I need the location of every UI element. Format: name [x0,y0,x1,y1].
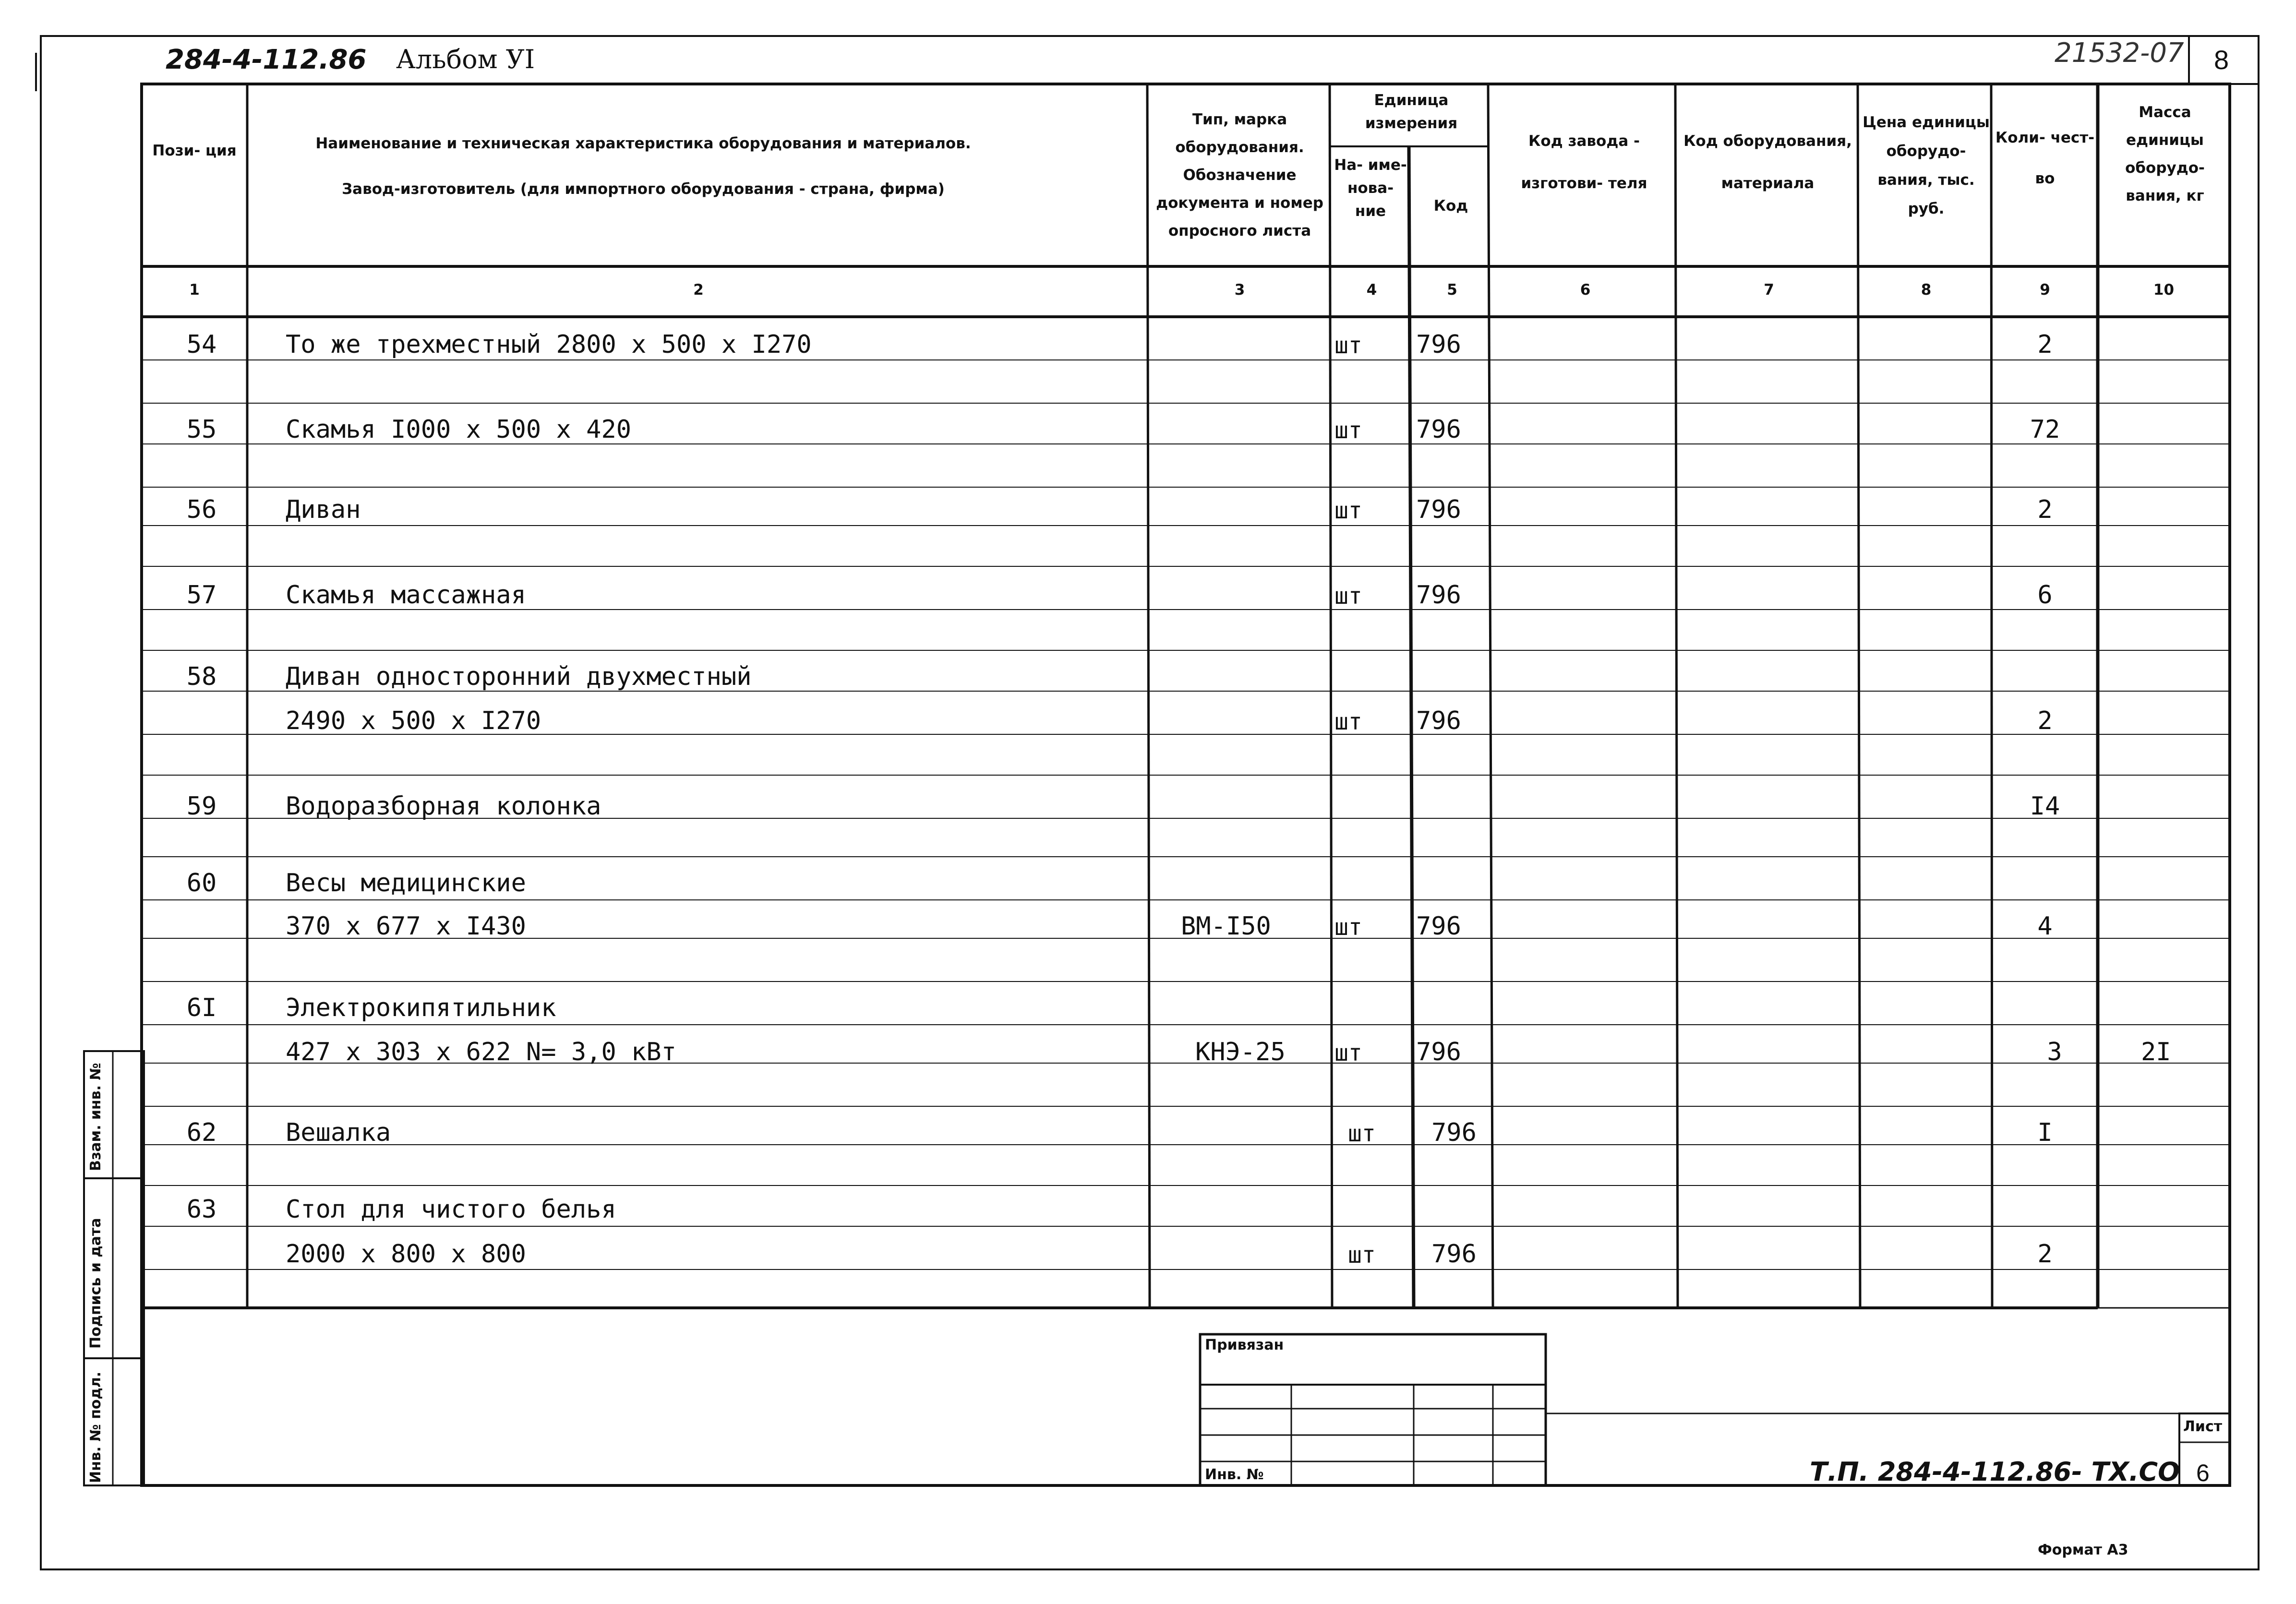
row-position: 55 [186,415,217,444]
row-unit: шт [1348,1242,1376,1269]
row-code: 796 [1416,415,1461,444]
row-name: 2000 х 800 х 800 [286,1240,526,1269]
header-position: Пози- ция [152,142,237,159]
row-unit: шт [1334,708,1362,735]
header-unit-name: На- име- нова- ние [1334,156,1407,220]
row-unit: шт [1334,417,1362,444]
row-position: 58 [186,662,217,691]
row-position: 57 [186,581,217,610]
col-num-3: 3 [1234,281,1245,299]
row-name: То же трехместный 2800 х 500 х I270 [286,330,812,359]
row-position: 54 [186,330,217,359]
format-label: Формат А3 [2038,1542,2128,1558]
col-num-9: 9 [2040,281,2050,299]
row-code: 796 [1416,1038,1461,1066]
row-code: 796 [1416,330,1461,359]
col-num-6: 6 [1580,281,1591,299]
col-num-4: 4 [1366,281,1377,299]
header-price: Цена единицы оборудо- вания, тыс. руб. [1863,114,1990,217]
row-position: 59 [186,792,217,821]
header-mass: Масса единицы оборудо- вания, кг [2125,104,2205,204]
row-mass: 2I [2141,1038,2171,1066]
row-qty: 2 [2037,330,2053,359]
row-code: 796 [1416,581,1461,610]
stamp-list-number: 6 [2196,1460,2210,1486]
stamp-list-label: Лист [2183,1418,2223,1435]
header-name-line2: Завод-изготовитель (для импортного оборудования - страна, фирма) [342,180,945,198]
row-code: 796 [1416,912,1461,941]
row-name: 427 х 303 х 622 N= 3,0 кВт [286,1038,676,1066]
row-name: Скамья I000 х 500 х 420 [286,415,632,444]
stamp-document-code: Т.П. 284-4-112.86- ТХ.СО [1810,1457,2180,1487]
document-code: 284-4-112.86 [166,44,367,75]
row-unit: шт [1334,497,1362,524]
row-unit: шт [1334,914,1362,941]
header-factory-code: Код завода - изготови- теля [1521,132,1647,192]
row-unit: шт [1334,583,1362,610]
side-label-podpis: Подпись и дата [87,1218,104,1349]
row-code: 796 [1431,1118,1477,1147]
row-name: 2490 х 500 х I270 [286,706,541,735]
stamp-inv-no: Инв. № [1205,1466,1264,1483]
row-unit: шт [1334,332,1362,359]
row-name: Весы медицинские [286,869,526,898]
row-position: 56 [186,495,217,524]
row-unit: шт [1334,1040,1362,1066]
row-name: Диван [286,495,361,524]
row-position: 62 [186,1118,217,1147]
row-position: 60 [186,869,217,898]
header-type: Тип, марка оборудования. Обозначение документа и номер опросного листа [1156,111,1323,239]
album-label: Альбом УI [396,44,535,74]
header-equipment-code: Код оборудования, материала [1683,132,1852,192]
drawing-number: 21532-07 [2055,37,2184,69]
row-qty: I4 [2030,792,2060,821]
col-num-10: 10 [2153,281,2175,299]
col-num-5: 5 [1447,281,1457,299]
row-qty: 72 [2030,415,2060,444]
col-num-8: 8 [1921,281,1932,299]
row-name: 370 х 677 х I430 [286,912,526,941]
row-name: Электрокипятильник [286,994,556,1022]
row-name: Стол для чистого белья [286,1195,616,1224]
row-name: Водоразборная колонка [286,792,601,821]
row-code: 796 [1416,495,1461,524]
header-unit-code: Код [1433,197,1468,215]
row-name: Вешалка [286,1118,391,1147]
row-code: 796 [1416,706,1461,735]
col-num-2: 2 [693,281,704,299]
row-qty: 6 [2037,581,2053,610]
header-quantity: Коли- чест- во [1995,129,2095,187]
row-position: 63 [186,1195,217,1224]
row-qty: 2 [2037,706,2053,735]
row-name: Скамья массажная [286,581,526,610]
row-name: Диван односторонний двухместный [286,662,752,691]
header-unit: Единица измерения [1365,92,1458,132]
row-qty: 2 [2037,495,2053,524]
row-qty: I [2037,1118,2053,1147]
stamp-privyazan: Привязан [1205,1337,1284,1353]
col-num-7: 7 [1764,281,1774,299]
side-label-inv: Инв. № подл. [87,1371,104,1483]
header-name-line1: Наименование и техническая характеристика оборудования и материалов. [315,135,971,152]
page-number: 8 [2214,45,2229,75]
row-position: 6I [186,994,217,1022]
row-code: 796 [1431,1240,1477,1269]
row-type: КНЭ-25 [1195,1038,1286,1066]
side-label-vzam: Взам. инв. № [87,1063,104,1171]
row-type: ВМ-I50 [1181,912,1271,941]
row-qty: 2 [2037,1240,2053,1269]
col-num-1: 1 [189,281,200,299]
row-qty: 3 [2047,1038,2062,1066]
row-qty: 4 [2037,912,2053,941]
row-unit: шт [1348,1120,1376,1147]
